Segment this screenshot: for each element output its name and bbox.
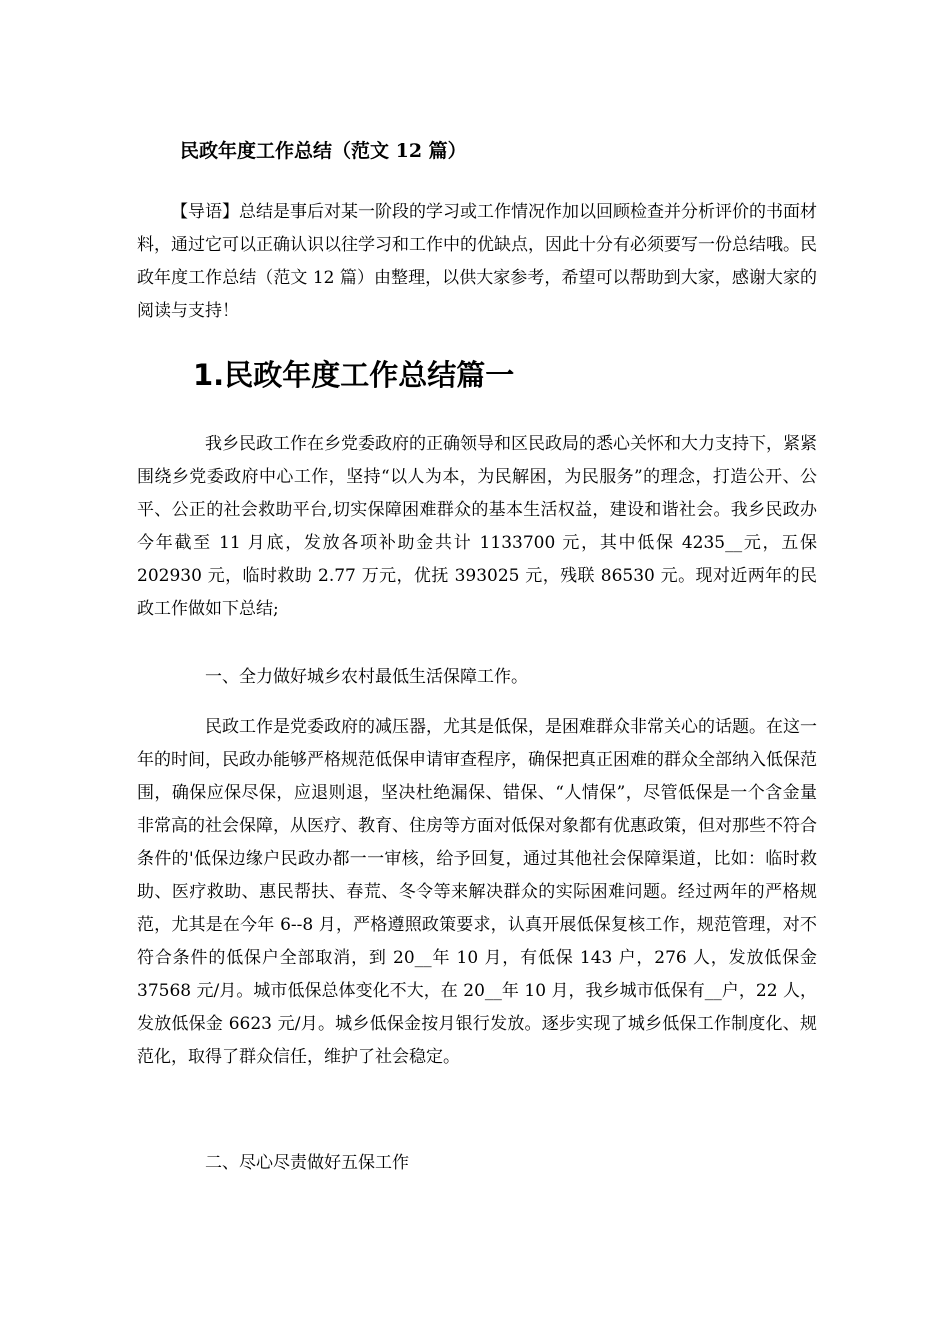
intro-paragraph: 【导语】总结是事后对某一阶段的学习或工作情况作加以回顾检查并分析评价的书面材料，通过它可以正确认识以往学习和工作中的优缺点，因此十分有必须要写一份总结哦。民政年度工作总结（范文 12 篇）由整理，以供大家参考，希望可以帮助到大家，感谢大家的阅读与支持！ xyxy=(137,202,817,321)
body-paragraph-1: 我乡民政工作在乡党委政府的正确领导和区民政局的悉心关怀和大力支持下，紧紧围绕乡党委政府中心工作，坚持“以人为本，为民解困，为民服务”的理念，打造公开、公平、公正的社会救助平台,切实保障困难群众的基本生活权益，建设和谐社会。我乡民政办今年截至 11 月底，发放各项补助金共计 1133700 元，其中低保 4235__元，五保 202930 元，临时救助 2.77 万元，优抚 393025 元，残联 86530 元。现对近两年的民政工作做如下总结; xyxy=(137,434,817,619)
subheading-2: 二、尽心尽责做好五保工作 xyxy=(205,1153,409,1173)
document-title: 民政年度工作总结（范文 12 篇） xyxy=(180,140,467,162)
section-heading: 1.民政年度工作总结篇一 xyxy=(193,358,515,392)
subheading-1: 一、全力做好城乡农村最低生活保障工作。 xyxy=(205,667,528,687)
body-paragraph-2: 民政工作是党委政府的减压器，尤其是低保，是困难群众非常关心的话题。在这一年的时间，民政办能够严格规范低保申请审查程序，确保把真正困难的群众全部纳入低保范围，确保应保尽保，应退则退，坚决杜绝漏保、错保、“人情保”，尽管低保是一个含金量非常高的社会保障，从医疗、教育、住房等方面对低保对象都有优惠政策，但对那些不符合条件的'低保边缘户民政办都一一审核，给予回复，通过其他社会保障渠道，比如：临时救助、医疗救助、惠民帮扶、春荒、冬令等来解决群众的实际困难问题。经过两年的严格规范，尤其是在今年 6--8 月，严格遵照政策要求，认真开展低保复核工作，规范管理，对不符合条件的低保户全部取消，到 20__年 10 月，有低保 143 户，276 人，发放低保金 37568 元/月。城市低保总体变化不大，在 20__年 10 月，我乡城市低保有__户，22 人，发放低保金 6623 元/月。城乡低保金按月银行发放。逐步实现了城乡低保工作制度化、规范化，取得了群众信任，维护了社会稳定。 xyxy=(137,717,817,1067)
